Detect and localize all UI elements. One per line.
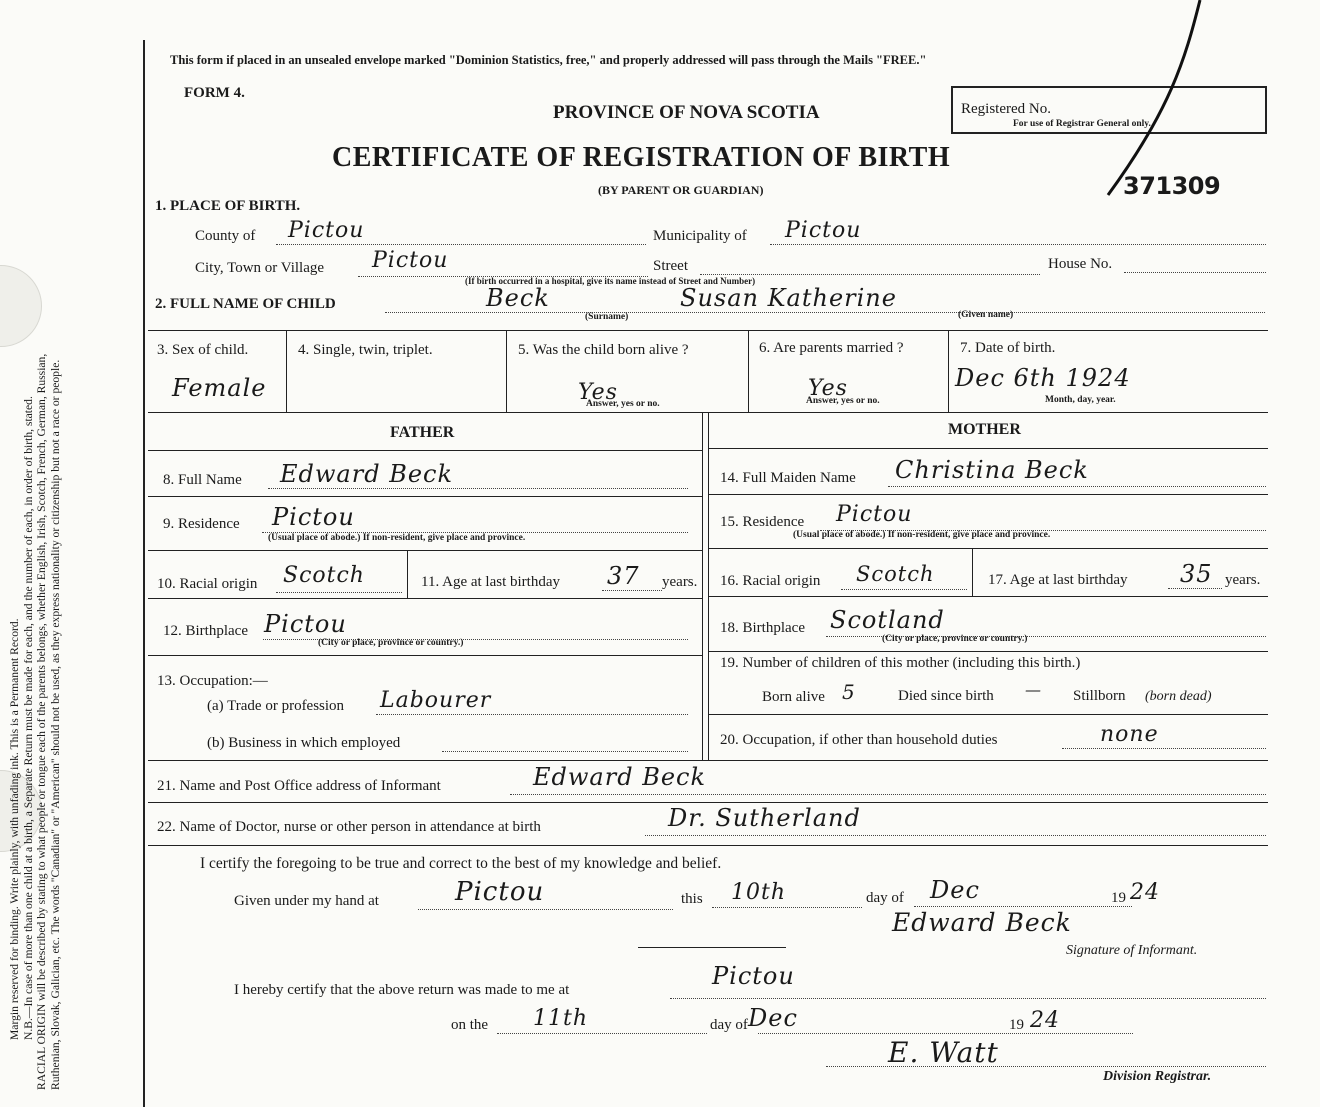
father-name-label: 8. Full Name <box>163 472 242 488</box>
rule-f5 <box>148 655 702 656</box>
rule-m-age-div <box>972 548 973 596</box>
mother-years: years. <box>1225 572 1261 588</box>
informant-signature-caption: Signature of Informant. <box>1066 943 1198 958</box>
stillborn-label: Stillborn <box>1073 688 1126 704</box>
given-name-caption: (Given name) <box>958 310 1014 320</box>
street-label: Street <box>653 258 688 274</box>
mother-age-value: 35 <box>1180 560 1213 588</box>
father-name-line <box>268 488 688 489</box>
father-business-line <box>442 751 688 752</box>
registrar-use-note: For use of Registrar General only. <box>1013 119 1151 129</box>
father-business-label: (b) Business in which employed <box>207 735 401 751</box>
doctor-value: Dr. Sutherland <box>668 804 861 832</box>
dob-label: 7. Date of birth. <box>960 340 1056 356</box>
registrar-signature: E. Watt <box>888 1036 999 1069</box>
mother-name-line <box>888 486 1266 487</box>
mother-heading: MOTHER <box>948 421 1021 438</box>
mother-residence-value: Pictou <box>836 502 913 527</box>
city-label: City, Town or Village <box>195 260 325 276</box>
father-racial-value: Scotch <box>283 563 365 588</box>
reg-month-line <box>758 1033 1133 1034</box>
father-birthplace-label: 12. Birthplace <box>163 623 248 639</box>
rule-f2 <box>148 496 702 497</box>
county-value: Pictou <box>288 218 365 243</box>
given-month-value: Dec <box>930 876 980 904</box>
child-name-line <box>385 312 1265 313</box>
mother-birthplace-label: 18. Birthplace <box>720 620 805 636</box>
rule-parents-bottom <box>148 760 1268 761</box>
reg-day-value: 11th <box>533 1006 589 1031</box>
father-trade-line <box>376 714 688 715</box>
rule-v4 <box>948 330 949 412</box>
house-number-label: House No. <box>1048 256 1113 272</box>
child-surname-value: Beck <box>486 284 550 312</box>
child-name-label: 2. FULL NAME OF CHILD <box>155 296 336 312</box>
reg-day-of-label: day of <box>710 1017 748 1033</box>
house-number-line <box>1124 272 1266 273</box>
informant-line <box>510 794 1266 795</box>
registrar-signature-line <box>826 1066 1266 1067</box>
rule-v1 <box>286 330 287 412</box>
father-age-value: 37 <box>607 562 640 590</box>
mother-name-label: 14. Full Maiden Name <box>720 470 856 486</box>
mother-name-value: Christina Beck <box>895 456 1089 484</box>
mother-racial-line <box>841 589 967 590</box>
informant-label: 21. Name and Post Office address of Informant <box>157 778 441 794</box>
place-of-birth-heading: 1. PLACE OF BIRTH. <box>155 198 301 214</box>
father-birthplace-value: Pictou <box>264 610 347 638</box>
given-day-value: 10th <box>731 880 787 905</box>
rule-m4 <box>708 596 1268 597</box>
married-caption: Answer, yes or no. <box>806 396 880 406</box>
given-day-of-label: day of <box>866 890 904 906</box>
alive-value: Yes <box>578 380 618 405</box>
informant-value: Edward Beck <box>533 763 707 791</box>
province-heading: PROVINCE OF NOVA SCOTIA <box>553 102 820 123</box>
father-racial-line <box>276 592 402 593</box>
reg-year-value: 24 <box>1030 1008 1060 1033</box>
died-since-birth-value: — <box>1025 680 1042 699</box>
sex-label: 3. Sex of child. <box>157 342 249 358</box>
registrar-statement: I hereby certify that the above return was made to me at <box>234 982 570 998</box>
margin-note-3: RACIAL ORIGIN will be described by stating to what people or tongue each of the parents belongs, whether English, Irish, Scotch, French, German, Russian, <box>35 353 48 1090</box>
margin-note-1: Margin reserved for binding. Write plainly, with unfading ink. This is a Permanent Record. <box>8 618 21 1040</box>
rule-f3 <box>148 550 702 551</box>
plurality-label: 4. Single, twin, triplet. <box>298 342 433 358</box>
municipality-label: Municipality of <box>653 228 747 244</box>
city-value: Pictou <box>372 248 449 273</box>
surname-caption: (Surname) <box>585 312 629 322</box>
doctor-line <box>645 835 1266 836</box>
reg-year-prefix: 19 <box>1009 1017 1024 1033</box>
this-label: this <box>681 891 703 907</box>
given-under-label: Given under my hand at <box>234 893 379 909</box>
rule-m5 <box>708 651 1268 652</box>
mother-racial-value: Scotch <box>856 562 935 586</box>
rule-22 <box>148 845 1268 846</box>
registered-number: 371309 <box>1123 172 1221 200</box>
born-alive-value: 5 <box>842 680 856 704</box>
binding-line <box>143 40 145 1107</box>
mother-children-label: 19. Number of children of this mother (including this birth.) <box>720 655 1081 671</box>
street-line <box>700 274 1040 275</box>
mother-racial-label: 16. Racial origin <box>720 573 821 589</box>
mother-occupation-label: 20. Occupation, if other than household duties <box>720 732 998 748</box>
child-given-name-value: Susan Katherine <box>680 284 897 312</box>
mother-residence-label: 15. Residence <box>720 514 805 530</box>
rule-f4 <box>148 598 702 599</box>
given-day-line <box>712 907 862 908</box>
dob-caption: Month, day, year. <box>1045 395 1116 405</box>
rule-m2 <box>708 494 1268 495</box>
mother-age-label: 17. Age at last birthday <box>988 572 1128 588</box>
given-month-line <box>914 906 1132 907</box>
registrar-place-line <box>670 998 1266 999</box>
registrar-caption: Division Registrar. <box>1103 1069 1212 1084</box>
rule-center-a <box>702 412 703 760</box>
rule-v2 <box>506 330 507 412</box>
mother-birthplace-value: Scotland <box>830 606 945 634</box>
rule-m1 <box>708 448 1268 449</box>
married-value: Yes <box>808 376 848 401</box>
municipality-value: Pictou <box>785 218 862 243</box>
rule-center-b <box>708 412 709 760</box>
given-place-line <box>418 909 673 910</box>
informant-signature: Edward Beck <box>892 908 1072 937</box>
margin-notes <box>8 354 62 1090</box>
rule-f-age-div <box>407 550 408 598</box>
given-place-value: Pictou <box>455 877 545 907</box>
registered-label: Registered No. <box>961 101 1051 117</box>
punch-hole-top <box>0 265 42 347</box>
rule-m3 <box>708 548 1268 549</box>
mother-age-line <box>1168 588 1222 589</box>
county-line <box>276 244 646 245</box>
rule-top-row <box>148 330 1268 331</box>
mother-residence-caption: (Usual place of abode.) If non-resident, give place and province. <box>793 530 1051 540</box>
county-label: County of <box>195 228 256 244</box>
mother-birthplace-caption: (City or place, province or country.) <box>882 634 1028 644</box>
father-residence-value: Pictou <box>272 503 355 531</box>
rule-f1 <box>148 450 702 451</box>
margin-note-2: N.B.—In case of more than one child at a birth, a Separate Return must be made for each, and the number of each, in order of birth, stated. <box>21 396 35 1040</box>
mail-notice: This form if placed in an unsealed envelope marked "Dominion Statistics, free," and properly addressed will pass through the Mails "FREE." <box>170 53 927 67</box>
margin-note-4: Ruthenian, Slovak, Galician, etc. The words "Canadian" or "American" should not be used, as they express nationality or citizenship but not a race or people. <box>48 359 62 1090</box>
municipality-line <box>770 244 1266 245</box>
father-occupation-label: 13. Occupation:— <box>157 673 268 689</box>
registrar-check-mark <box>1100 0 1210 200</box>
father-years: years. <box>662 574 698 590</box>
father-trade-value: Labourer <box>380 688 492 713</box>
given-year-prefix: 19 <box>1111 890 1126 906</box>
alive-caption: Answer, yes or no. <box>586 399 660 409</box>
certificate-subtitle: (BY PARENT OR GUARDIAN) <box>598 183 764 197</box>
father-residence-label: 9. Residence <box>163 516 240 532</box>
mother-occupation-line <box>1062 748 1266 749</box>
rule-m6 <box>708 714 1268 715</box>
doctor-label: 22. Name of Doctor, nurse or other person in attendance at birth <box>157 819 541 835</box>
sex-value: Female <box>172 374 267 402</box>
father-residence-caption: (Usual place of abode.) If non-resident, give place and province. <box>268 533 526 543</box>
on-the-label: on the <box>451 1017 489 1033</box>
reg-month-value: Dec <box>748 1004 798 1032</box>
reg-day-line <box>497 1033 707 1034</box>
dob-value: Dec 6th 1924 <box>955 364 1131 392</box>
died-since-birth-label: Died since birth <box>898 688 994 704</box>
father-age-label: 11. Age at last birthday <box>421 574 560 590</box>
father-heading: FATHER <box>390 424 455 441</box>
born-alive-label: Born alive <box>762 689 825 705</box>
father-racial-label: 10. Racial origin <box>157 576 258 592</box>
stillborn-note: (born dead) <box>1145 689 1212 704</box>
given-year-value: 24 <box>1130 880 1160 905</box>
registrar-place-value: Pictou <box>712 962 795 990</box>
rule-sign-short <box>638 947 786 948</box>
certificate-title: CERTIFICATE OF REGISTRATION OF BIRTH <box>332 142 951 173</box>
certification-statement: I certify the foregoing to be true and correct to the best of my knowledge and belief. <box>200 855 722 872</box>
form-number: FORM 4. <box>184 85 245 101</box>
father-age-line <box>602 590 662 591</box>
rule-v3 <box>748 330 749 412</box>
father-name-value: Edward Beck <box>280 460 454 488</box>
alive-label: 5. Was the child born alive ? <box>518 342 689 358</box>
father-trade-label: (a) Trade or profession <box>207 698 345 714</box>
married-label: 6. Are parents married ? <box>759 340 904 356</box>
mother-occupation-value: none <box>1100 722 1159 747</box>
rule-21 <box>148 802 1268 803</box>
father-birthplace-caption: (City or place, province or country.) <box>318 638 464 648</box>
hospital-note: (If birth occurred in a hospital, give its name instead of Street and Number) <box>465 276 756 286</box>
